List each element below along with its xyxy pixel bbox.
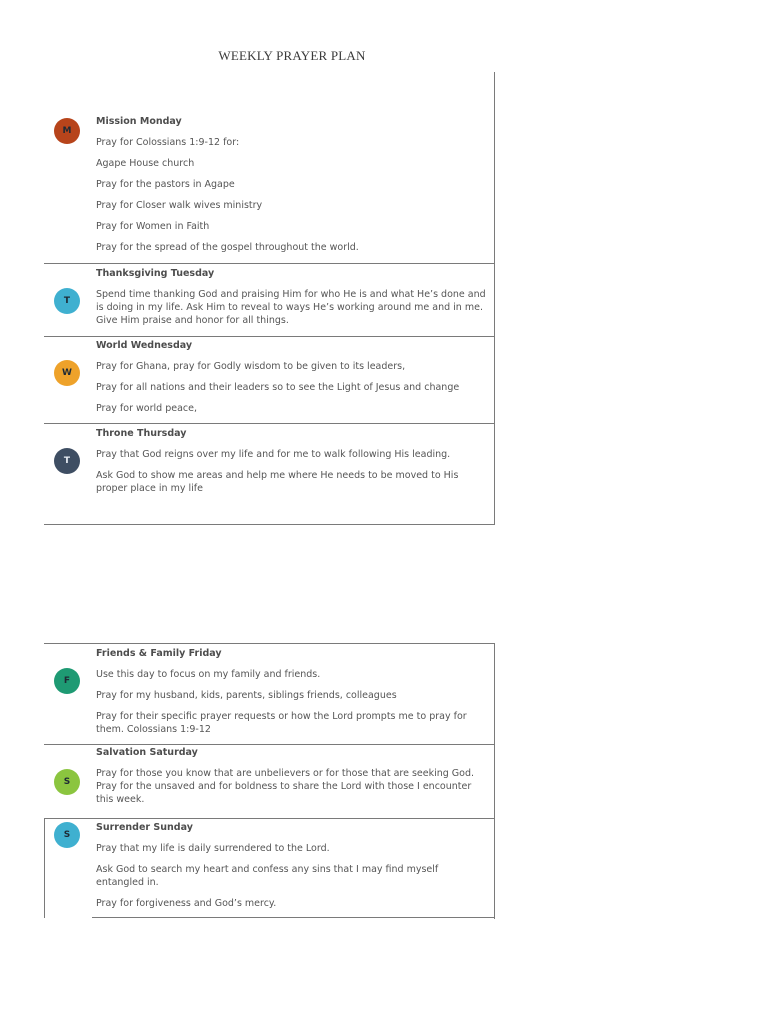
prayer-line: Pray for the pastors in Agape <box>96 179 235 190</box>
left-divider <box>44 818 45 918</box>
day-section-saturday <box>44 744 494 819</box>
prayer-line: Pray for the spread of the gospel throughout the world. <box>96 242 359 253</box>
weekday-panel <box>44 72 495 525</box>
prayer-line: Ask God to show me areas and help me where He needs to be moved to His proper place in my life <box>96 470 459 494</box>
prayer-line: Pray for Colossians 1:9-12 for: <box>96 137 240 148</box>
prayer-line: Pray for those you know that are unbelievers or for those that are seeking God. Pray for the unsaved and for boldness to share the Lord with those I encounter this week. <box>96 768 475 805</box>
prayer-line: Spend time thanking God and praising Him for who He is and what He’s done and is doing in my life. Ask Him to reveal to ways He’s working around me and in me. Give Him praise and honor for all things. <box>96 289 486 326</box>
prayer-line: Use this day to focus on my family and friends. <box>96 669 321 680</box>
prayer-line: Pray that my life is daily surrendered to the Lord. <box>96 843 330 854</box>
day-title: Friends & Family Friday <box>96 648 222 659</box>
day-section-wednesday <box>44 336 494 423</box>
tuesday-circle-icon: T <box>54 288 80 314</box>
prayer-line: Pray for their specific prayer requests or how the Lord prompts me to pray for them. Colossians 1:9-12 <box>96 711 467 735</box>
weekend-panel <box>44 643 495 919</box>
prayer-line: Pray for world peace, <box>96 403 197 414</box>
day-section-sunday <box>44 818 494 920</box>
prayer-line: Pray for Women in Faith <box>96 221 210 232</box>
day-title: Salvation Saturday <box>96 747 198 758</box>
prayer-line: Pray for Closer walk wives ministry <box>96 200 263 211</box>
prayer-line: Agape House church <box>96 158 195 169</box>
day-section-friday <box>44 644 494 744</box>
thursday-circle-icon: T <box>54 448 80 474</box>
prayer-line: Ask God to search my heart and confess any sins that I may find myself entangled in. <box>96 864 439 888</box>
prayer-line: Pray for forgiveness and God’s mercy. <box>96 898 277 909</box>
day-section-tuesday <box>44 263 494 336</box>
day-title: Mission Monday <box>96 116 182 127</box>
friday-circle-icon: F <box>54 668 80 694</box>
day-title: Thanksgiving Tuesday <box>96 268 215 279</box>
day-title: Surrender Sunday <box>96 822 193 833</box>
saturday-circle-icon: S <box>54 769 80 795</box>
day-title: World Wednesday <box>96 340 193 351</box>
wednesday-circle-icon: W <box>54 360 80 386</box>
day-title: Throne Thursday <box>96 428 187 439</box>
prayer-line: Pray for all nations and their leaders so to see the Light of Jesus and change <box>96 382 460 393</box>
prayer-line: Pray for my husband, kids, parents, siblings friends, colleagues <box>96 690 397 701</box>
day-section-monday <box>44 116 494 264</box>
page-title: WEEKLY PRAYER PLAN <box>218 48 366 63</box>
prayer-line: Pray that God reigns over my life and for me to walk following His leading. <box>96 449 451 460</box>
bottom-divider <box>92 917 494 918</box>
day-section-thursday <box>44 423 494 524</box>
prayer-line: Pray for Ghana, pray for Godly wisdom to be given to its leaders, <box>96 361 406 372</box>
sunday-circle-icon: S <box>54 822 80 848</box>
monday-circle-icon: M <box>54 118 80 144</box>
